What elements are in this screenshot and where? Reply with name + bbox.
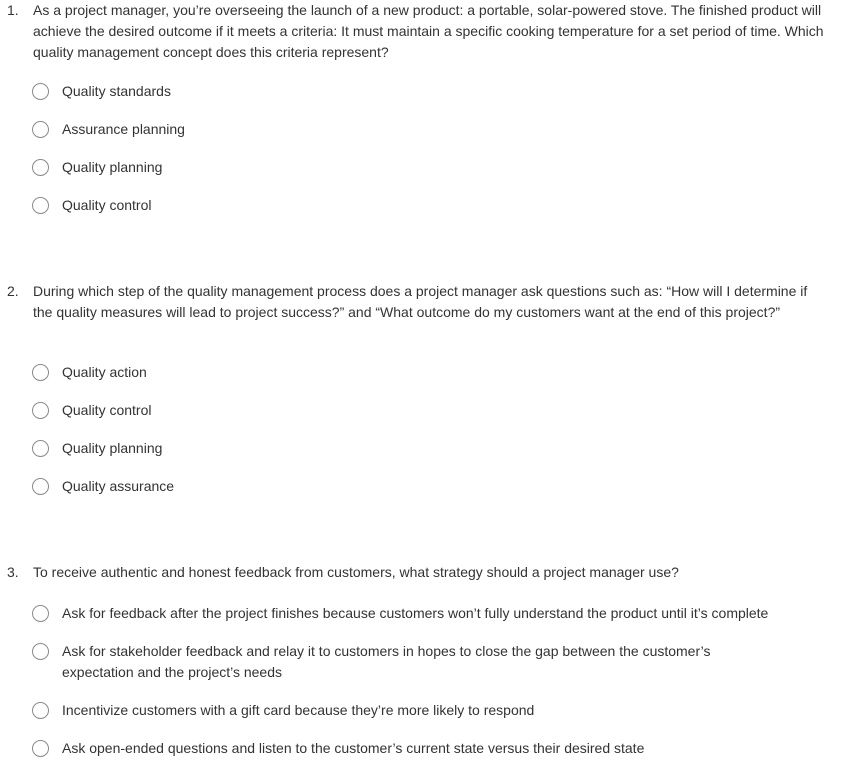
q1-option-1[interactable] (0, 81, 193, 102)
q3-option-4[interactable] (0, 738, 666, 759)
radio-button[interactable] (32, 159, 49, 176)
radio-button[interactable] (32, 121, 49, 138)
q1-option-4[interactable] (0, 195, 173, 216)
radio-button[interactable] (32, 197, 49, 214)
radio-button[interactable] (32, 83, 49, 100)
question-text: To receive authentic and honest feedback from customers, what strategy should a project manager use? (33, 564, 679, 580)
option-label: Quality planning (62, 159, 163, 175)
q2-option-3[interactable] (0, 438, 184, 459)
option-label: Ask for stakeholder feedback and relay it to customers in hopes to close the gap between the customer’s expectation and the project’s needs (62, 643, 711, 680)
radio-button[interactable] (32, 402, 49, 419)
q3-option-1[interactable] (0, 603, 849, 624)
question-2-prompt (0, 281, 849, 323)
radio-button[interactable] (32, 364, 49, 381)
radio-button[interactable] (32, 478, 49, 495)
option-label: Ask for feedback after the project finishes because customers won’t fully understand the product until it’s complete (62, 605, 769, 621)
option-label: Assurance planning (62, 121, 185, 137)
q2-option-1[interactable] (0, 362, 169, 383)
option-label: Quality standards (62, 83, 171, 99)
question-number: 3. (7, 564, 19, 580)
radio-button[interactable] (32, 740, 49, 757)
option-label: Quality action (62, 364, 147, 380)
option-label: Quality control (62, 402, 152, 418)
option-label: Incentivize customers with a gift card because they’re more likely to respond (62, 702, 535, 718)
radio-button[interactable] (32, 643, 49, 660)
option-label: Quality assurance (62, 478, 175, 494)
q2-option-2[interactable] (0, 400, 173, 421)
option-label: Ask open-ended questions and listen to the customer’s current state versus their desired state (62, 740, 645, 756)
option-label: Quality planning (62, 440, 163, 456)
question-text: As a project manager, you’re overseeing the launch of a new product: a portable, solar-powered stove. The finished product will achieve the desired outcome if it meets a criteria: It must maintain a specific cooking temperature for a set period of time. Which quality management concept does this criteria represent? (33, 2, 824, 60)
question-number: 2. (7, 283, 19, 299)
q2-option-4[interactable] (0, 476, 196, 497)
q3-option-3[interactable] (0, 700, 556, 721)
question-text: During which step of the quality management process does a project manager ask questions such as: “How will I determine if the quality measures will lead to project success?” and “What outcome do my customers want at the end of this project?” (33, 283, 808, 320)
q1-option-3[interactable] (0, 157, 184, 178)
question-3 (0, 562, 849, 583)
question-2 (0, 281, 849, 323)
question-3-prompt (0, 562, 849, 583)
question-1-prompt (0, 0, 849, 63)
radio-button[interactable] (32, 605, 49, 622)
option-label: Quality control (62, 197, 152, 213)
radio-button[interactable] (32, 440, 49, 457)
question-1 (0, 0, 849, 63)
question-number: 1. (7, 2, 19, 18)
q1-option-2[interactable] (0, 119, 207, 140)
q3-option-2[interactable] (0, 641, 784, 683)
radio-button[interactable] (32, 702, 49, 719)
